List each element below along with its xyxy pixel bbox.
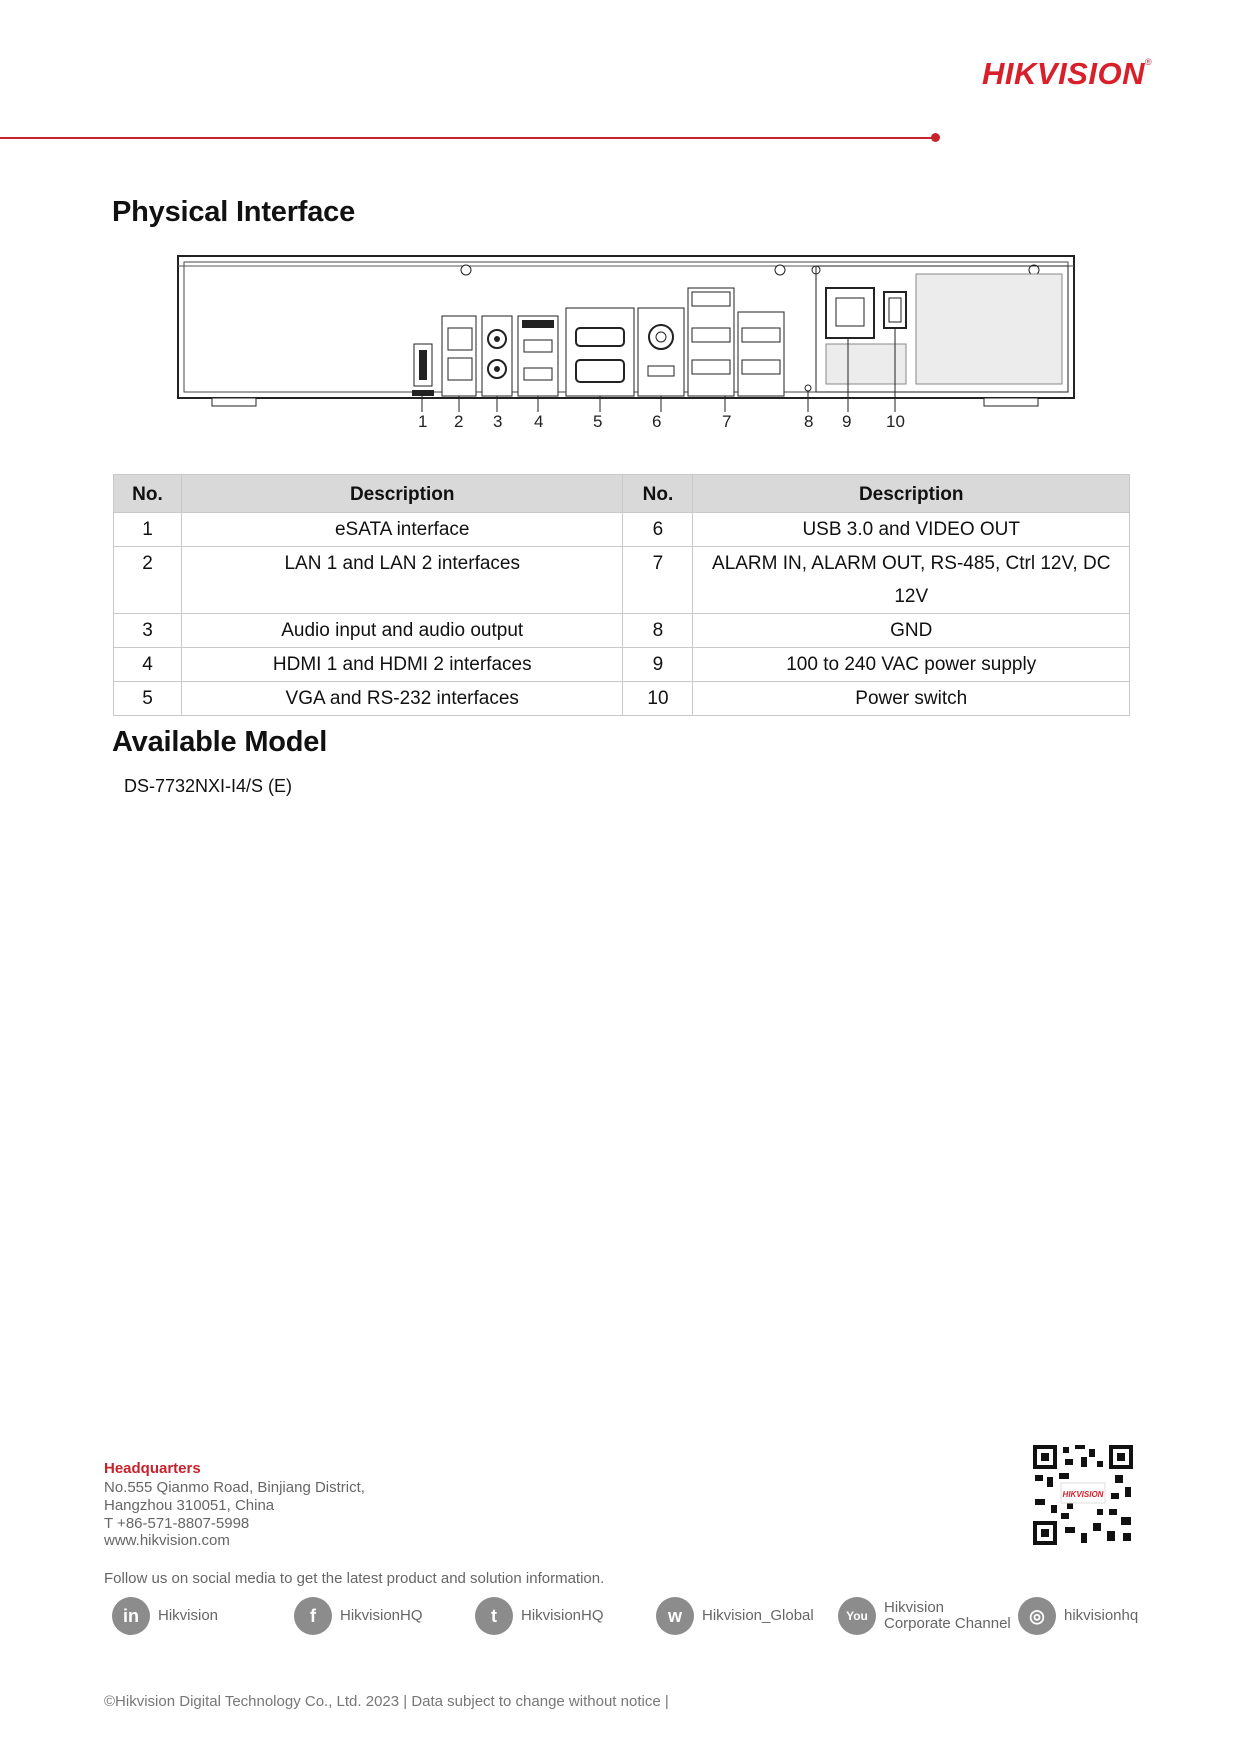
social-instagram[interactable] <box>1018 1596 1138 1636</box>
social-label: hikvisionhq <box>1064 1607 1139 1624</box>
table-cell-description: USB 3.0 and VIDEO OUT <box>693 513 1130 547</box>
follow-us-text: Follow us on social media to get the latest product and solution information. <box>104 1570 605 1587</box>
callout-6: 6 <box>652 412 662 431</box>
table-header-description-a: Description <box>181 475 623 513</box>
table-header-no-a: No. <box>114 475 182 513</box>
table-cell-no: 6 <box>623 513 693 547</box>
copyright-notice: ©Hikvision Digital Technology Co., Ltd. 2023 | Data subject to change without notice | <box>104 1693 669 1710</box>
hq-address-line: No.555 Qianmo Road, Binjiang District, <box>104 1479 365 1496</box>
qr-code-icon[interactable] <box>1031 1443 1135 1547</box>
diagram-callouts <box>176 412 1078 436</box>
social-label-line2: Corporate Channel <box>884 1615 1011 1632</box>
social-facebook[interactable] <box>294 1596 423 1636</box>
logo-text-hik: HIK <box>982 56 1037 91</box>
callout-10: 10 <box>886 412 905 431</box>
headquarters-title: Headquarters <box>104 1460 201 1477</box>
callout-9: 9 <box>842 412 852 431</box>
social-label: HikvisionHQ <box>521 1607 604 1624</box>
social-label: Hikvision_Global <box>702 1607 814 1624</box>
table-cell-no: 10 <box>623 682 693 716</box>
youtube-icon: You <box>838 1597 876 1635</box>
brand-logo <box>982 58 1152 89</box>
table-cell-description: Power switch <box>693 682 1130 716</box>
table-cell-description: GND <box>693 614 1130 648</box>
callout-8: 8 <box>804 412 814 431</box>
social-label: HikvisionHQ <box>340 1607 423 1624</box>
hq-address-line: Hangzhou 310051, China <box>104 1497 275 1514</box>
table-header-no-b: No. <box>623 475 693 513</box>
twitter-icon: t <box>475 1597 513 1635</box>
section-title-available-model: Available Model <box>112 726 328 758</box>
table-cell-no: 8 <box>623 614 693 648</box>
hq-website-link[interactable]: www.hikvision.com <box>104 1532 230 1549</box>
social-wechat[interactable] <box>656 1596 814 1636</box>
linkedin-icon: in <box>112 1597 150 1635</box>
table-cell-no: 9 <box>623 648 693 682</box>
social-label <box>884 1600 1011 1632</box>
table-cell-description: VGA and RS-232 interfaces <box>181 682 623 716</box>
table-cell-description: HDMI 1 and HDMI 2 interfaces <box>181 648 623 682</box>
social-twitter[interactable] <box>475 1596 604 1636</box>
table-row <box>114 648 1130 682</box>
social-label: Hikvision <box>158 1607 219 1624</box>
logo-registered-mark: ® <box>1144 57 1153 67</box>
callout-1: 1 <box>418 412 428 431</box>
callout-5: 5 <box>593 412 603 431</box>
table-row <box>114 614 1130 648</box>
social-youtube[interactable] <box>838 1596 1011 1636</box>
table-cell-description: Audio input and audio output <box>181 614 623 648</box>
instagram-icon: ◎ <box>1018 1597 1056 1635</box>
table-header-row <box>114 475 1130 513</box>
table-cell-description: eSATA interface <box>181 513 623 547</box>
callout-3: 3 <box>493 412 503 431</box>
social-label-line1: Hikvision <box>884 1599 945 1616</box>
callout-7: 7 <box>722 412 732 431</box>
table-header-description-b: Description <box>693 475 1130 513</box>
social-linkedin[interactable] <box>112 1596 218 1636</box>
table-row <box>114 682 1130 716</box>
hq-phone: T +86-571-8807-5998 <box>104 1515 250 1532</box>
table-row <box>114 513 1130 547</box>
qr-logo-text: HIKVISION <box>1062 1490 1104 1499</box>
logo-text-vision: VISION <box>1036 56 1145 91</box>
callout-2: 2 <box>454 412 464 431</box>
table-cell-no: 7 <box>623 547 693 614</box>
header-divider <box>0 137 935 139</box>
table-cell-no: 3 <box>114 614 182 648</box>
callout-4: 4 <box>534 412 544 431</box>
table-cell-no: 5 <box>114 682 182 716</box>
facebook-icon: f <box>294 1597 332 1635</box>
section-title-physical-interface: Physical Interface <box>112 196 356 228</box>
table-cell-no: 1 <box>114 513 182 547</box>
table-row <box>114 547 1130 614</box>
table-cell-description: ALARM IN, ALARM OUT, RS-485, Ctrl 12V, DC 12V <box>693 547 1130 614</box>
table-cell-no: 2 <box>114 547 182 614</box>
table-cell-description: LAN 1 and LAN 2 interfaces <box>181 547 623 614</box>
table-cell-no: 4 <box>114 648 182 682</box>
interface-table <box>113 474 1130 716</box>
table-cell-description: 100 to 240 VAC power supply <box>693 648 1130 682</box>
header-divider-dot <box>931 133 940 142</box>
wechat-icon: w <box>656 1597 694 1635</box>
model-number: DS-7732NXI-I4/S (E) <box>124 776 293 796</box>
